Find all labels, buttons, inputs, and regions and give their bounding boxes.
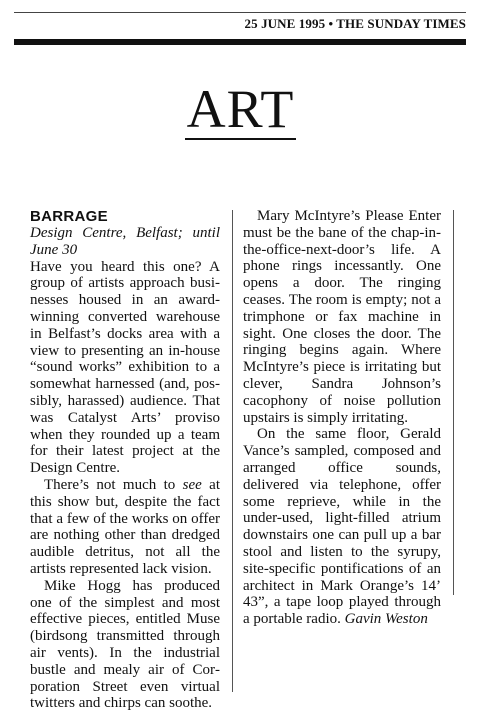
article-headline: BARRAGE <box>30 208 108 225</box>
section-title-text: ART <box>186 79 295 139</box>
article-byline: Gavin Weston <box>344 611 428 628</box>
paragraph-emphasis: see <box>182 476 202 493</box>
section-title <box>0 79 481 140</box>
article-paragraph: Mike Hogg has produced one of the simplest and most effective pieces, entitled Muse (birdsong transmitted through air vents). In the industrial bustle and mealy air of Corporation Street even virtual twitters and chirps can soothe. <box>30 577 220 712</box>
article-paragraph: Mary McIntyre’s Please Enter must be the bane of the chap-in-the-office-next-door’s life. A phone rings incessantly. One opens a door. The ringing ceases. The room is empty; not a trimphone or fax machine in sight. One closes the door. The ringing begins again. Where McIntyre’s piece is irritating but clever, Sandra Johnson’s cacophony of noise pollution upstairs is simply irritating. <box>243 208 441 426</box>
article-venue: Design Centre, Belfast; until June 30 <box>30 225 220 258</box>
article-paragraph <box>30 477 220 578</box>
article-column-left <box>30 208 220 712</box>
paragraph-text: There’s not much to <box>44 476 183 493</box>
masthead-bottom-rule <box>14 39 466 45</box>
paragraph-text: On the same floor, Gerald Vance’s sampled, composed and arranged office sounds, delivered via telephone, offer some reprieve, while in the under-used, light-filled atrium downstairs one can pull up a bar stool and listen to the syrupy, site-specific pontifications of an architect in Mark Orange’s 14’ 43”, a tape loop played through a portable radio. <box>243 426 441 628</box>
article-paragraph: Have you heard this one? A group of artists approach businesses housed in an award-winning converted warehouse in Belfast’s docks area with a view to presenting an in-house “sound works” exhibition to a somewhat harnessed (and, possibly, harassed) audience. That was Catalyst Arts’ proviso when they rounded up a team for their latest project at the Design Centre. <box>30 258 220 477</box>
masthead-dateline: 25 JUNE 1995 • THE SUNDAY TIMES <box>244 16 466 31</box>
masthead-top-rule <box>14 12 466 13</box>
article-paragraph <box>243 426 441 628</box>
column-right-rule <box>453 210 454 595</box>
paragraph-text: at this show but, despite the fact that a few of the works on offer are nothing other than dredged audible detritus, not all the artists represented lack vision. <box>30 476 220 577</box>
article-column-right <box>243 208 441 628</box>
column-divider <box>232 210 233 692</box>
